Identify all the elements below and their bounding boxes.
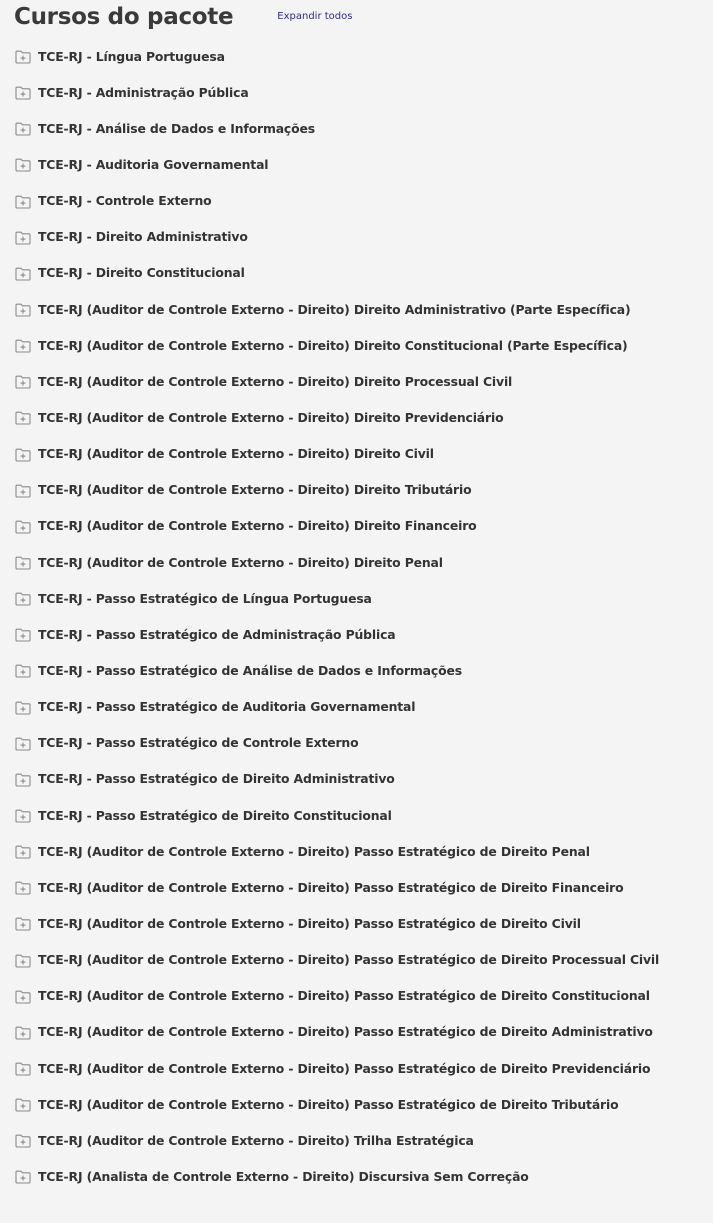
course-item[interactable] — [15, 652, 659, 688]
folder-plus-icon — [15, 157, 31, 171]
course-item[interactable] — [15, 544, 659, 580]
course-item[interactable] — [15, 74, 659, 110]
course-item[interactable] — [15, 1086, 659, 1122]
folder-plus-icon — [15, 266, 31, 280]
folder-plus-icon — [15, 338, 31, 352]
course-item[interactable] — [15, 725, 659, 761]
folder-plus-icon — [15, 410, 31, 424]
course-title: TCE-RJ - Análise de Dados e Informações — [38, 120, 315, 136]
course-title: TCE-RJ (Auditor de Controle Externo - Direito) Passo Estratégico de Direito Previdenciário — [38, 1060, 651, 1076]
course-item[interactable] — [15, 580, 659, 616]
course-title: TCE-RJ (Auditor de Controle Externo - Direito) Passo Estratégico de Direito Financeiro — [38, 879, 624, 895]
course-title: TCE-RJ (Auditor de Controle Externo - Direito) Passo Estratégico de Direito Constitucional — [38, 988, 650, 1004]
folder-plus-icon — [15, 85, 31, 99]
course-item[interactable] — [15, 399, 659, 435]
folder-plus-icon — [15, 844, 31, 858]
folder-plus-icon — [15, 1169, 31, 1183]
course-item[interactable] — [15, 942, 659, 978]
course-title: TCE-RJ (Auditor de Controle Externo - Direito) Direito Constitucional (Parte Específica) — [38, 337, 628, 353]
course-item[interactable] — [15, 472, 659, 508]
folder-plus-icon — [15, 230, 31, 244]
course-item[interactable] — [15, 616, 659, 652]
course-title: TCE-RJ - Administração Pública — [38, 84, 249, 100]
folder-plus-icon — [15, 627, 31, 641]
course-item[interactable] — [15, 689, 659, 725]
course-title: TCE-RJ (Auditor de Controle Externo - Direito) Direito Civil — [38, 446, 434, 462]
course-item[interactable] — [15, 797, 659, 833]
folder-plus-icon — [15, 555, 31, 569]
folder-plus-icon — [15, 1133, 31, 1147]
course-item[interactable] — [15, 38, 659, 74]
course-title: TCE-RJ (Auditor de Controle Externo - Direito) Trilha Estratégica — [38, 1132, 474, 1148]
folder-plus-icon — [15, 121, 31, 135]
folder-plus-icon — [15, 374, 31, 388]
course-title: TCE-RJ (Auditor de Controle Externo - Direito) Direito Financeiro — [38, 518, 477, 534]
folder-plus-icon — [15, 1025, 31, 1039]
folder-plus-icon — [15, 736, 31, 750]
folder-plus-icon — [15, 519, 31, 533]
folder-plus-icon — [15, 1097, 31, 1111]
course-list — [15, 38, 659, 1195]
folder-plus-icon — [15, 49, 31, 63]
folder-plus-icon — [15, 591, 31, 605]
course-title: TCE-RJ - Direito Constitucional — [38, 265, 245, 281]
course-title: TCE-RJ (Auditor de Controle Externo - Direito) Direito Penal — [38, 554, 443, 570]
course-title: TCE-RJ (Auditor de Controle Externo - Direito) Passo Estratégico de Direito Processual Civil — [38, 952, 660, 968]
course-title: TCE-RJ (Auditor de Controle Externo - Direito) Direito Processual Civil — [38, 373, 513, 389]
course-title: TCE-RJ - Passo Estratégico de Controle Externo — [38, 735, 359, 751]
folder-plus-icon — [15, 1061, 31, 1075]
page-title: Cursos do pacote — [14, 4, 234, 30]
course-item[interactable] — [15, 363, 659, 399]
course-item[interactable] — [15, 1050, 659, 1086]
course-item[interactable] — [15, 978, 659, 1014]
course-item[interactable] — [15, 1014, 659, 1050]
course-item[interactable] — [15, 291, 659, 327]
folder-plus-icon — [15, 663, 31, 677]
course-title: TCE-RJ (Auditor de Controle Externo - Direito) Passo Estratégico de Direito Penal — [38, 843, 590, 859]
course-title: TCE-RJ (Auditor de Controle Externo - Direito) Direito Administrativo (Parte Específica) — [38, 301, 631, 317]
expand-all-link[interactable]: Expandir todos — [277, 11, 353, 22]
course-item[interactable] — [15, 327, 659, 363]
course-item[interactable] — [15, 905, 659, 941]
folder-plus-icon — [15, 880, 31, 894]
course-title: TCE-RJ - Passo Estratégico de Análise de Dados e Informações — [38, 662, 462, 678]
course-title: TCE-RJ (Auditor de Controle Externo - Direito) Passo Estratégico de Direito Tributário — [38, 1096, 619, 1112]
course-item[interactable] — [15, 1158, 659, 1194]
course-title: TCE-RJ - Direito Administrativo — [38, 229, 248, 245]
folder-plus-icon — [15, 989, 31, 1003]
course-item[interactable] — [15, 508, 659, 544]
page-header — [14, 4, 352, 30]
folder-plus-icon — [15, 808, 31, 822]
course-title: TCE-RJ - Passo Estratégico de Direito Constitucional — [38, 807, 392, 823]
course-item[interactable] — [15, 146, 659, 182]
course-item[interactable] — [15, 869, 659, 905]
course-item[interactable] — [15, 110, 659, 146]
course-item[interactable] — [15, 255, 659, 291]
course-item[interactable] — [15, 761, 659, 797]
course-title: TCE-RJ - Passo Estratégico de Língua Portuguesa — [38, 590, 372, 606]
course-item[interactable] — [15, 183, 659, 219]
folder-plus-icon — [15, 772, 31, 786]
course-title: TCE-RJ - Passo Estratégico de Auditoria Governamental — [38, 699, 416, 715]
course-title: TCE-RJ - Passo Estratégico de Administração Pública — [38, 626, 396, 642]
course-item[interactable] — [15, 1122, 659, 1158]
course-item[interactable] — [15, 219, 659, 255]
folder-plus-icon — [15, 447, 31, 461]
folder-plus-icon — [15, 483, 31, 497]
course-title: TCE-RJ (Auditor de Controle Externo - Direito) Direito Tributário — [38, 482, 472, 498]
course-title: TCE-RJ (Auditor de Controle Externo - Direito) Passo Estratégico de Direito Civil — [38, 915, 581, 931]
course-title: TCE-RJ - Língua Portuguesa — [38, 48, 225, 64]
course-title: TCE-RJ - Auditoria Governamental — [38, 156, 269, 172]
course-title: TCE-RJ (Auditor de Controle Externo - Direito) Passo Estratégico de Direito Administrativo — [38, 1024, 653, 1040]
course-title: TCE-RJ - Controle Externo — [38, 193, 212, 209]
folder-plus-icon — [15, 194, 31, 208]
course-item[interactable] — [15, 833, 659, 869]
course-title: TCE-RJ - Passo Estratégico de Direito Administrativo — [38, 771, 395, 787]
folder-plus-icon — [15, 700, 31, 714]
folder-plus-icon — [15, 953, 31, 967]
folder-plus-icon — [15, 916, 31, 930]
course-title: TCE-RJ (Auditor de Controle Externo - Direito) Direito Previdenciário — [38, 409, 504, 425]
course-title: TCE-RJ (Analista de Controle Externo - Direito) Discursiva Sem Correção — [38, 1168, 529, 1184]
course-item[interactable] — [15, 436, 659, 472]
folder-plus-icon — [15, 302, 31, 316]
